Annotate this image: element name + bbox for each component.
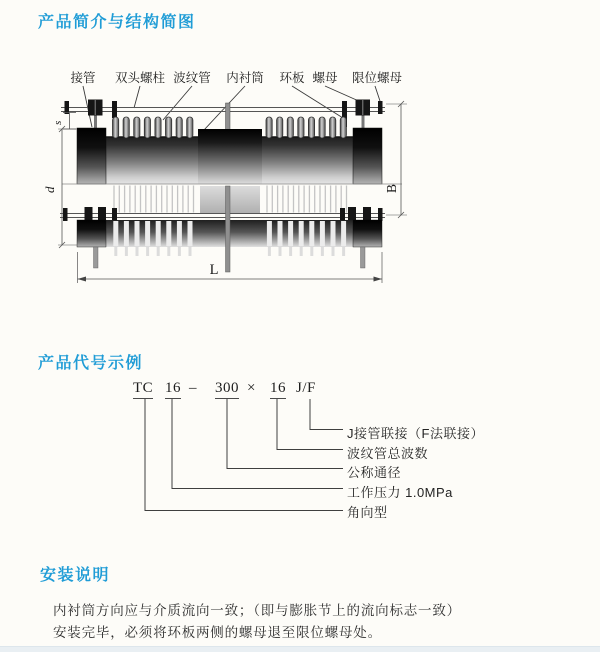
section-heading-intro: 产品简介与结构简图 bbox=[38, 14, 196, 31]
code-part-waves: 16 bbox=[270, 380, 286, 399]
part-label-nut: 螺母 bbox=[312, 71, 338, 85]
code-callout-lines bbox=[0, 398, 600, 523]
install-instruction-line1: 内衬筒方向应与介质流向一致；（即与膨胀节上的流向标志一致） bbox=[53, 603, 461, 618]
code-part-dash: – bbox=[189, 380, 197, 396]
bellows-stripes-right bbox=[267, 186, 347, 213]
section-heading-install: 安装说明 bbox=[40, 567, 111, 584]
part-labels bbox=[70, 70, 402, 85]
part-label-stud-bolt: 双头螺柱 bbox=[114, 71, 166, 85]
part-label-inner-liner: 内衬筒 bbox=[226, 71, 264, 85]
page-bottom-strip bbox=[0, 646, 600, 652]
part-label-ring-plate: 环板 bbox=[279, 71, 305, 85]
part-label-limit-nut: 限位螺母 bbox=[351, 71, 403, 85]
center-stud-top bbox=[226, 103, 231, 130]
install-instruction-line2: 安装完毕，必须将环板两侧的螺母退至限位螺母处。 bbox=[53, 625, 382, 640]
callout-working-pressure: 工作压力 1.0MPa bbox=[347, 485, 453, 500]
code-part-times: × bbox=[247, 380, 256, 396]
callout-nominal-diameter: 公称通径 bbox=[347, 465, 402, 480]
dim-label-l: L bbox=[209, 262, 219, 278]
corrugation-tails-left bbox=[116, 247, 190, 256]
corrugation-tails-right bbox=[269, 247, 343, 256]
callout-angular-type: 角向型 bbox=[347, 505, 388, 520]
callout-wave-count: 波纹管总波数 bbox=[347, 446, 429, 461]
tie-rod-bottom bbox=[60, 214, 385, 218]
structure-diagram bbox=[30, 60, 460, 300]
dim-d bbox=[58, 126, 77, 248]
body-upper bbox=[77, 128, 382, 184]
code-part-type: TC bbox=[133, 380, 153, 399]
part-label-bellows: 波纹管 bbox=[173, 71, 211, 85]
dim-label-s: s bbox=[52, 120, 64, 125]
dim-b bbox=[386, 101, 407, 218]
code-part-connection: J/F bbox=[296, 380, 316, 396]
code-part-pressure: 16 bbox=[165, 380, 181, 399]
part-label-connecting-pipe: 接管 bbox=[70, 71, 96, 85]
bellows-stripes-left bbox=[114, 186, 194, 213]
dim-label-b: B bbox=[384, 183, 399, 193]
dim-label-d: d bbox=[42, 186, 57, 193]
code-part-diameter: 300 bbox=[215, 380, 239, 399]
callout-connection: J接管联接（F法联接） bbox=[347, 426, 484, 441]
section-heading-code: 产品代号示例 bbox=[38, 355, 144, 372]
